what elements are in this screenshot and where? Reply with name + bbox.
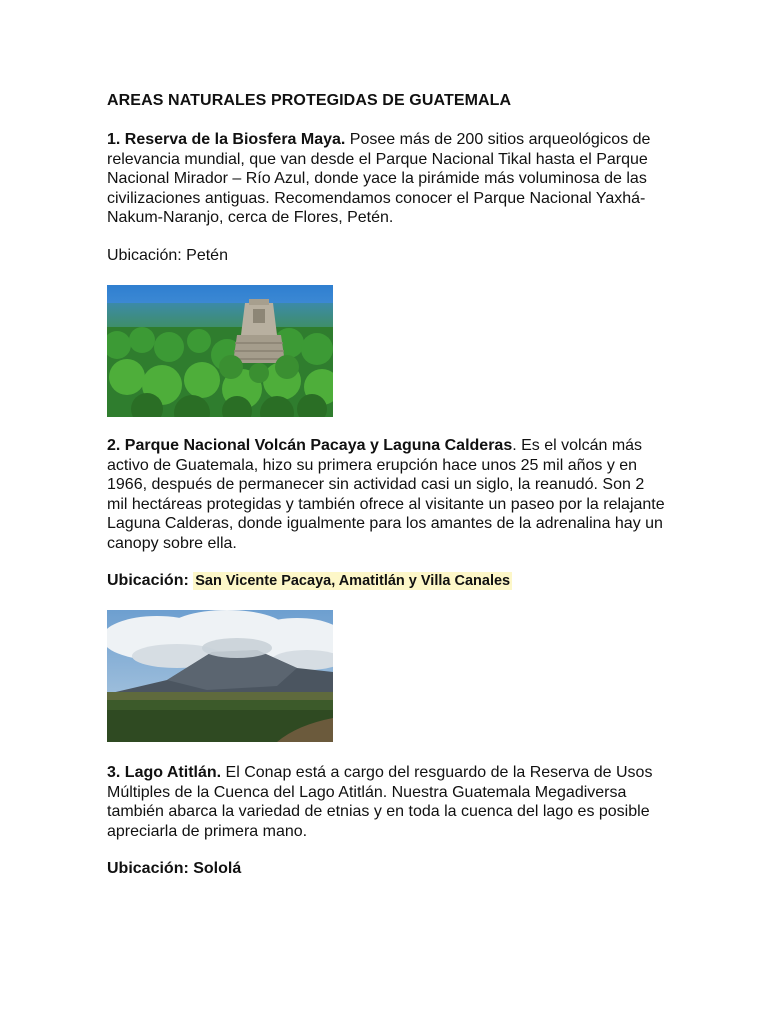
section-2-paragraph — [107, 436, 667, 553]
tikal-temple-photo — [107, 285, 333, 417]
section-2-heading: 2. Parque Nacional Volcán Pacaya y Laguna Calderas — [107, 437, 513, 454]
section-1-location-label: Ubicación: — [107, 247, 187, 264]
section-2-location — [107, 572, 512, 590]
pacaya-volcano-photo — [107, 610, 333, 742]
section-2-body: . Es el volcán más activo de Guatemala, hizo su primera erupción hace unos 25 mil años y en 1966, después de permanecer sin actividad casi un siglo, la reanudó. Son 2 mil hectáreas protegidas y también ofrece al visitante un paseo por la relajante Laguna Calderas, donde igualmente para los amantes de la adrenalina hay un canopy sobre ella. — [107, 437, 665, 552]
section-3-body: El Conap está a cargo del resguardo de la Reserva de Usos Múltiples de la Cuenca del Lago Atitlán. Nuestra Guatemala Megadiversa también abarca la variedad de etnias y en toda la cuenca del lago es posible apreciarla de primera mano. — [107, 764, 653, 840]
section-2-location-label: Ubicación: — [107, 572, 194, 589]
section-3-location — [107, 860, 241, 878]
section-3-heading: 3. Lago Atitlán. — [107, 764, 222, 781]
section-1-paragraph — [107, 130, 667, 228]
section-3-location-value: Sololá — [193, 860, 242, 877]
section-1-body: Posee más de 200 sitios arqueológicos de relevancia mundial, que van desde el Parque Nacional Tikal hasta el Parque Nacional Mirador – Río Azul, donde yace la pirámide más voluminosa de las civilizaciones antiguas. Recomendamos conocer el Parque Nacional Yaxhá-Nakum-Naranjo, cerca de Flores, Petén. — [107, 131, 651, 226]
section-1-location — [107, 247, 228, 265]
document-title: AREAS NATURALES PROTEGIDAS DE GUATEMALA — [107, 92, 512, 109]
section-1-heading: 1. Reserva de la Biosfera Maya. — [107, 131, 346, 148]
section-2-location-highlighted: San Vicente Pacaya, Amatitlán y Villa Canales — [195, 573, 511, 589]
section-3-location-label: Ubicación: — [107, 860, 194, 877]
section-1-location-value: Petén — [186, 247, 228, 264]
section-3-paragraph — [107, 763, 667, 841]
